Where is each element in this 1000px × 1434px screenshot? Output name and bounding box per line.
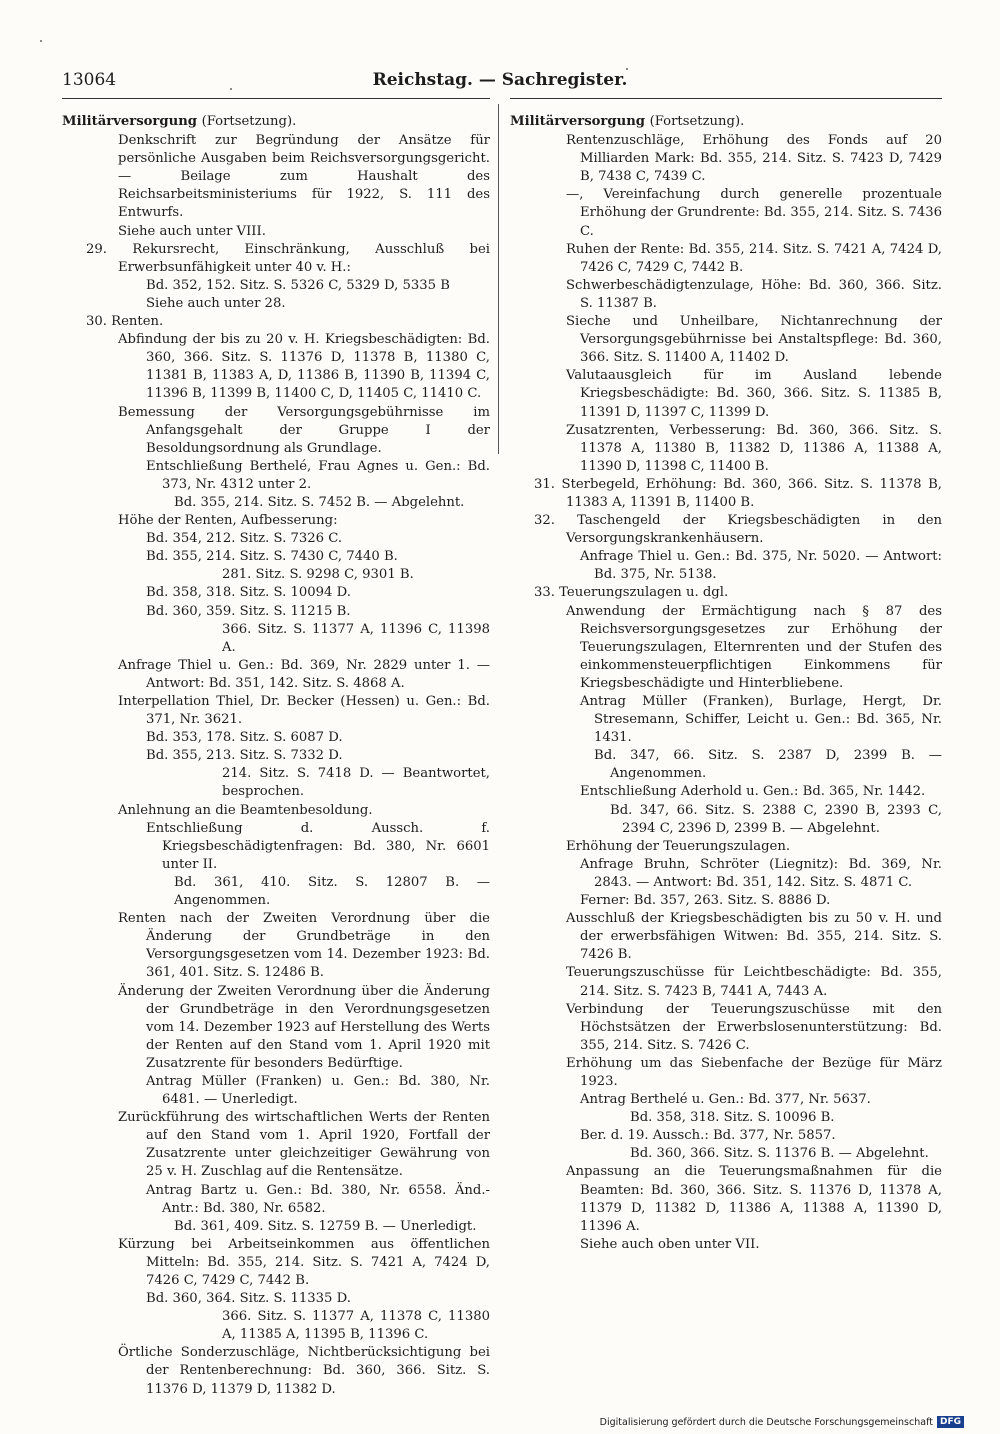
index-entry: Sieche und Unheilbare, Nichtanrechnung der Versorgungsgebührnisse bei Anstaltspflege: Bd. 360, 366. Sitz. S. 11400 A, 11402 D. bbox=[566, 314, 942, 366]
index-entry: Bd. 360, 364. Sitz. S. 11335 D. bbox=[146, 1291, 351, 1307]
index-entry: Teuerungszuschüsse für Leichtbeschädigte: Bd. 355, 214. Sitz. S. 7423 B, 7441 A, 7443 A. bbox=[566, 965, 942, 999]
running-title: Reichstag. — Sachregister. bbox=[372, 70, 628, 90]
section-heading bbox=[510, 113, 942, 131]
index-entry: Bd. 353, 178. Sitz. S. 6087 D. bbox=[146, 730, 343, 746]
index-entry: Anfrage Thiel u. Gen.: Bd. 369, Nr. 2829 unter 1. — Antwort: Bd. 351, 142. Sitz. S. 4868 A. bbox=[118, 657, 490, 691]
index-entry: Bd. 347, 66. Sitz. S. 2388 C, 2390 B, 2393 C, 2394 C, 2396 D, 2399 B. — Abgelehnt. bbox=[610, 802, 942, 836]
heading-term: Militärversorgung bbox=[510, 114, 645, 129]
index-entry: Erhöhung der Teuerungszulagen. bbox=[566, 838, 791, 854]
scan-speck bbox=[626, 68, 628, 70]
index-entry: Siehe auch oben unter VII. bbox=[580, 1236, 760, 1252]
index-entry: Rentenzuschläge, Erhöhung des Fonds auf 20 Milliarden Mark: Bd. 355, 214. Sitz. S. 7423 D, 7429 B, 7438 C, 7439 C. bbox=[566, 133, 942, 185]
scan-speck bbox=[40, 40, 42, 42]
index-entry: 30. Renten. bbox=[86, 314, 164, 330]
index-entry: Anfrage Bruhn, Schröter (Liegnitz): Bd. 369, Nr. 2843. — Antwort: Bd. 351, 142. Sitz. S. 4871 C. bbox=[580, 856, 942, 890]
index-entry: 214. Sitz. S. 7418 D. — Beantwortet, besprochen. bbox=[222, 766, 490, 800]
index-entry: Änderung der Zweiten Verordnung über die Änderung der Grundbeträge in den Verordnungsgesetzen vom 14. Dezember 1923 auf Herstellung des Werts der Renten auf den Stand vom 1. April 1920 mit Zusatzrente für besonders Bedürftige. bbox=[118, 983, 490, 1071]
index-entry: Anpassung an die Teuerungsmaßnahmen für die Beamten: Bd. 360, 366. Sitz. S. 11376 D, 11378 A, 11379 D, 11382 D, 11386 A, 11388 A, 11390 D, 11396 A. bbox=[566, 1164, 942, 1234]
index-entry: Schwerbeschädigtenzulage, Höhe: Bd. 360, 366. Sitz. S. 11387 B. bbox=[566, 277, 942, 311]
index-entry: Zusatzrenten, Verbesserung: Bd. 360, 366. Sitz. S. 11378 A, 11380 B, 11382 D, 11386 A, 11388 A, 11390 D, 11398 C, 11400 B. bbox=[566, 422, 942, 474]
index-entry: Anfrage Thiel u. Gen.: Bd. 375, Nr. 5020. — Antwort: Bd. 375, Nr. 5138. bbox=[580, 549, 942, 583]
index-entry: Zurückführung des wirtschaftlichen Werts der Renten auf den Stand vom 1. April 1920, Fortfall der Zusatzrente unter gleichzeitiger Gewährung von 25 v. H. Zuschlag auf die Rentensätze. bbox=[118, 1110, 490, 1180]
index-entry: Bd. 360, 366. Sitz. S. 11376 B. — Abgelehnt. bbox=[630, 1146, 929, 1162]
index-entry: —, Vereinfachung durch generelle prozentuale Erhöhung der Grundrente: Bd. 355, 214. Sitz. S. 7436 C. bbox=[566, 187, 942, 239]
index-entry: Erhöhung um das Siebenfache der Bezüge für März 1923. bbox=[566, 1055, 942, 1089]
index-entry: Bd. 355, 214. Sitz. S. 7452 B. — Abgelehnt. bbox=[174, 494, 465, 510]
left-entries bbox=[62, 132, 490, 1399]
index-entry: Verbindung der Teuerungszuschüsse mit den Höchstsätzen der Erwerbslosenunterstützung: Bd. 355, 214. Sitz. S. 7426 C. bbox=[566, 1001, 942, 1053]
index-entry: Siehe auch unter VIII. bbox=[118, 223, 266, 239]
index-entry: Entschließung d. Aussch. f. Kriegsbeschädigtenfragen: Bd. 380, Nr. 6601 unter II. bbox=[146, 820, 490, 872]
index-entry: Renten nach der Zweiten Verordnung über die Änderung der Grundbeträge in den Versorgungsgesetzen vom 14. Dezember 1923: Bd. 361, 401. Sitz. S. 12486 B. bbox=[118, 911, 490, 981]
index-entry: Bd. 360, 359. Sitz. S. 11215 B. bbox=[146, 603, 351, 619]
index-entry: 33. Teuerungszulagen u. dgl. bbox=[534, 585, 729, 601]
index-entry: Entschließung Aderhold u. Gen.: Bd. 365, Nr. 1442. bbox=[580, 784, 926, 800]
index-entry: 29. Rekursrecht, Einschränkung, Ausschluß bei Erwerbsunfähigkeit unter 40 v. H.: bbox=[86, 241, 490, 275]
heading-term: Militärversorgung bbox=[62, 114, 197, 129]
heading-continued: (Fortsetzung). bbox=[649, 114, 745, 129]
index-entry: Ferner: Bd. 357, 263. Sitz. S. 8886 D. bbox=[580, 893, 831, 909]
header-rule-left bbox=[62, 98, 490, 99]
index-entry: Ruhen der Rente: Bd. 355, 214. Sitz. S. 7421 A, 7424 D, 7426 C, 7429 C, 7442 B. bbox=[566, 241, 942, 275]
index-entry: Bemessung der Versorgungsgebührnisse im Anfangsgehalt der Gruppe I der Besoldungsordnung als Grundlage. bbox=[118, 404, 490, 456]
scan-speck bbox=[230, 88, 232, 90]
index-entry: 366. Sitz. S. 11377 A, 11396 C, 11398 A. bbox=[222, 621, 490, 655]
index-entry: Bd. 355, 213. Sitz. S. 7332 D. bbox=[146, 748, 343, 764]
index-entry: 366. Sitz. S. 11377 A, 11378 C, 11380 A, 11385 A, 11395 B, 11396 C. bbox=[222, 1309, 490, 1343]
header-rule-right bbox=[510, 98, 942, 99]
column-divider bbox=[498, 104, 499, 454]
index-entry: Antrag Bartz u. Gen.: Bd. 380, Nr. 6558. Änd.-Antr.: Bd. 380, Nr. 6582. bbox=[146, 1182, 490, 1216]
index-entry: Kürzung bei Arbeitseinkommen aus öffentlichen Mitteln: Bd. 355, 214. Sitz. S. 7421 A, 7424 D, 7426 C, 7429 C, 7442 B. bbox=[118, 1236, 490, 1288]
footer-text: Digitalisierung gefördert durch die Deutsche Forschungsgemeinschaft bbox=[599, 1416, 933, 1428]
index-entry: Ausschluß der Kriegsbeschädigten bis zu 50 v. H. und der erwerbsfähigen Witwen: Bd. 355, 214. Sitz. S. 7426 B. bbox=[566, 911, 942, 963]
index-entry: Anwendung der Ermächtigung nach § 87 des Reichsversorgungsgesetzes zur Erhöhung der Teuerungszulagen, Elternrenten und der Stufen des einkommensteuerpflichtigen Einkommens für Kriegsbeschädigte und Hinterbliebene. bbox=[566, 603, 942, 691]
index-entry: Ber. d. 19. Aussch.: Bd. 377, Nr. 5857. bbox=[580, 1128, 836, 1144]
index-entry: Interpellation Thiel, Dr. Becker (Hessen) u. Gen.: Bd. 371, Nr. 3621. bbox=[118, 694, 490, 728]
index-entry: Antrag Berthelé u. Gen.: Bd. 377, Nr. 5637. bbox=[580, 1092, 871, 1108]
index-entry: Bd. 361, 410. Sitz. S. 12807 B. — Angenommen. bbox=[174, 874, 490, 909]
heading-continued: (Fortsetzung). bbox=[201, 114, 297, 129]
left-column bbox=[62, 113, 490, 1399]
index-entry: Antrag Müller (Franken), Burlage, Hergt, Dr. Stresemann, Schiffer, Leicht u. Gen.: Bd. 365, Nr. 1431. bbox=[580, 694, 942, 746]
index-entry: Denkschrift zur Begründung der Ansätze für persönliche Ausgaben beim Reichsversorgungsgericht. — Beilage zum Haushalt des Reichsarbeitsministeriums für 1922, S. 111 des Entwurfs. bbox=[118, 133, 490, 221]
index-entry: Valutaausgleich für im Ausland lebende Kriegsbeschädigte: Bd. 360, 366. Sitz. S. 11385 B, 11391 D, 11397 C, 11399 D. bbox=[566, 368, 942, 420]
index-entry: Bd. 347, 66. Sitz. S. 2387 D, 2399 B. — Angenommen. bbox=[594, 748, 942, 782]
index-entry: 31. Sterbegeld, Erhöhung: Bd. 360, 366. Sitz. S. 11378 B, 11383 A, 11391 B, 11400 B. bbox=[534, 476, 942, 510]
index-entry: Örtliche Sonderzuschläge, Nichtberücksichtigung bei der Rentenberechnung: Bd. 360, 366. Sitz. S. 11376 D, 11379 D, 11382 D. bbox=[118, 1345, 490, 1397]
index-entry: Bd. 355, 214. Sitz. S. 7430 C, 7440 B. bbox=[146, 549, 398, 565]
index-entry: Bd. 354, 212. Sitz. S. 7326 C. bbox=[146, 531, 343, 547]
index-entry: Entschließung Berthelé, Frau Agnes u. Gen.: Bd. 373, Nr. 4312 unter 2. bbox=[146, 458, 490, 492]
index-entry: Bd. 358, 318. Sitz. S. 10096 B. bbox=[630, 1110, 835, 1126]
index-entry: Anlehnung an die Beamtenbesoldung. bbox=[118, 802, 373, 818]
page-number: 13064 bbox=[62, 70, 117, 90]
index-entry: Antrag Müller (Franken) u. Gen.: Bd. 380, Nr. 6481. — Unerledigt. bbox=[146, 1073, 490, 1108]
right-entries bbox=[510, 132, 942, 1254]
index-entry: 32. Taschengeld der Kriegsbeschädigten in den Versorgungskrankenhäusern. bbox=[534, 513, 942, 547]
right-column bbox=[510, 113, 942, 1254]
index-entry: Bd. 361, 409. Sitz. S. 12759 B. — Unerledigt. bbox=[174, 1218, 477, 1234]
index-entry: Abfindung der bis zu 20 v. H. Kriegsbeschädigten: Bd. 360, 366. Sitz. S. 11376 D, 11378 B, 11380 C, 11381 B, 11383 A, D, 11386 B, 11390 B, 11394 C, 11396 B, 11399 B, 11400 C, D, 11405 C, 11410 C. bbox=[118, 332, 490, 402]
index-entry: Siehe auch unter 28. bbox=[146, 295, 286, 311]
index-entry: 281. Sitz. S. 9298 C, 9301 B. bbox=[222, 567, 414, 583]
index-entry: Bd. 358, 318. Sitz. S. 10094 D. bbox=[146, 585, 351, 601]
dfg-logo: DFG bbox=[937, 1416, 964, 1428]
index-entry: Höhe der Renten, Aufbesserung: bbox=[118, 513, 338, 529]
index-entry: Bd. 352, 152. Sitz. S. 5326 C, 5329 D, 5335 B bbox=[146, 277, 450, 293]
section-heading bbox=[62, 113, 490, 131]
footer-credit bbox=[600, 1416, 964, 1428]
